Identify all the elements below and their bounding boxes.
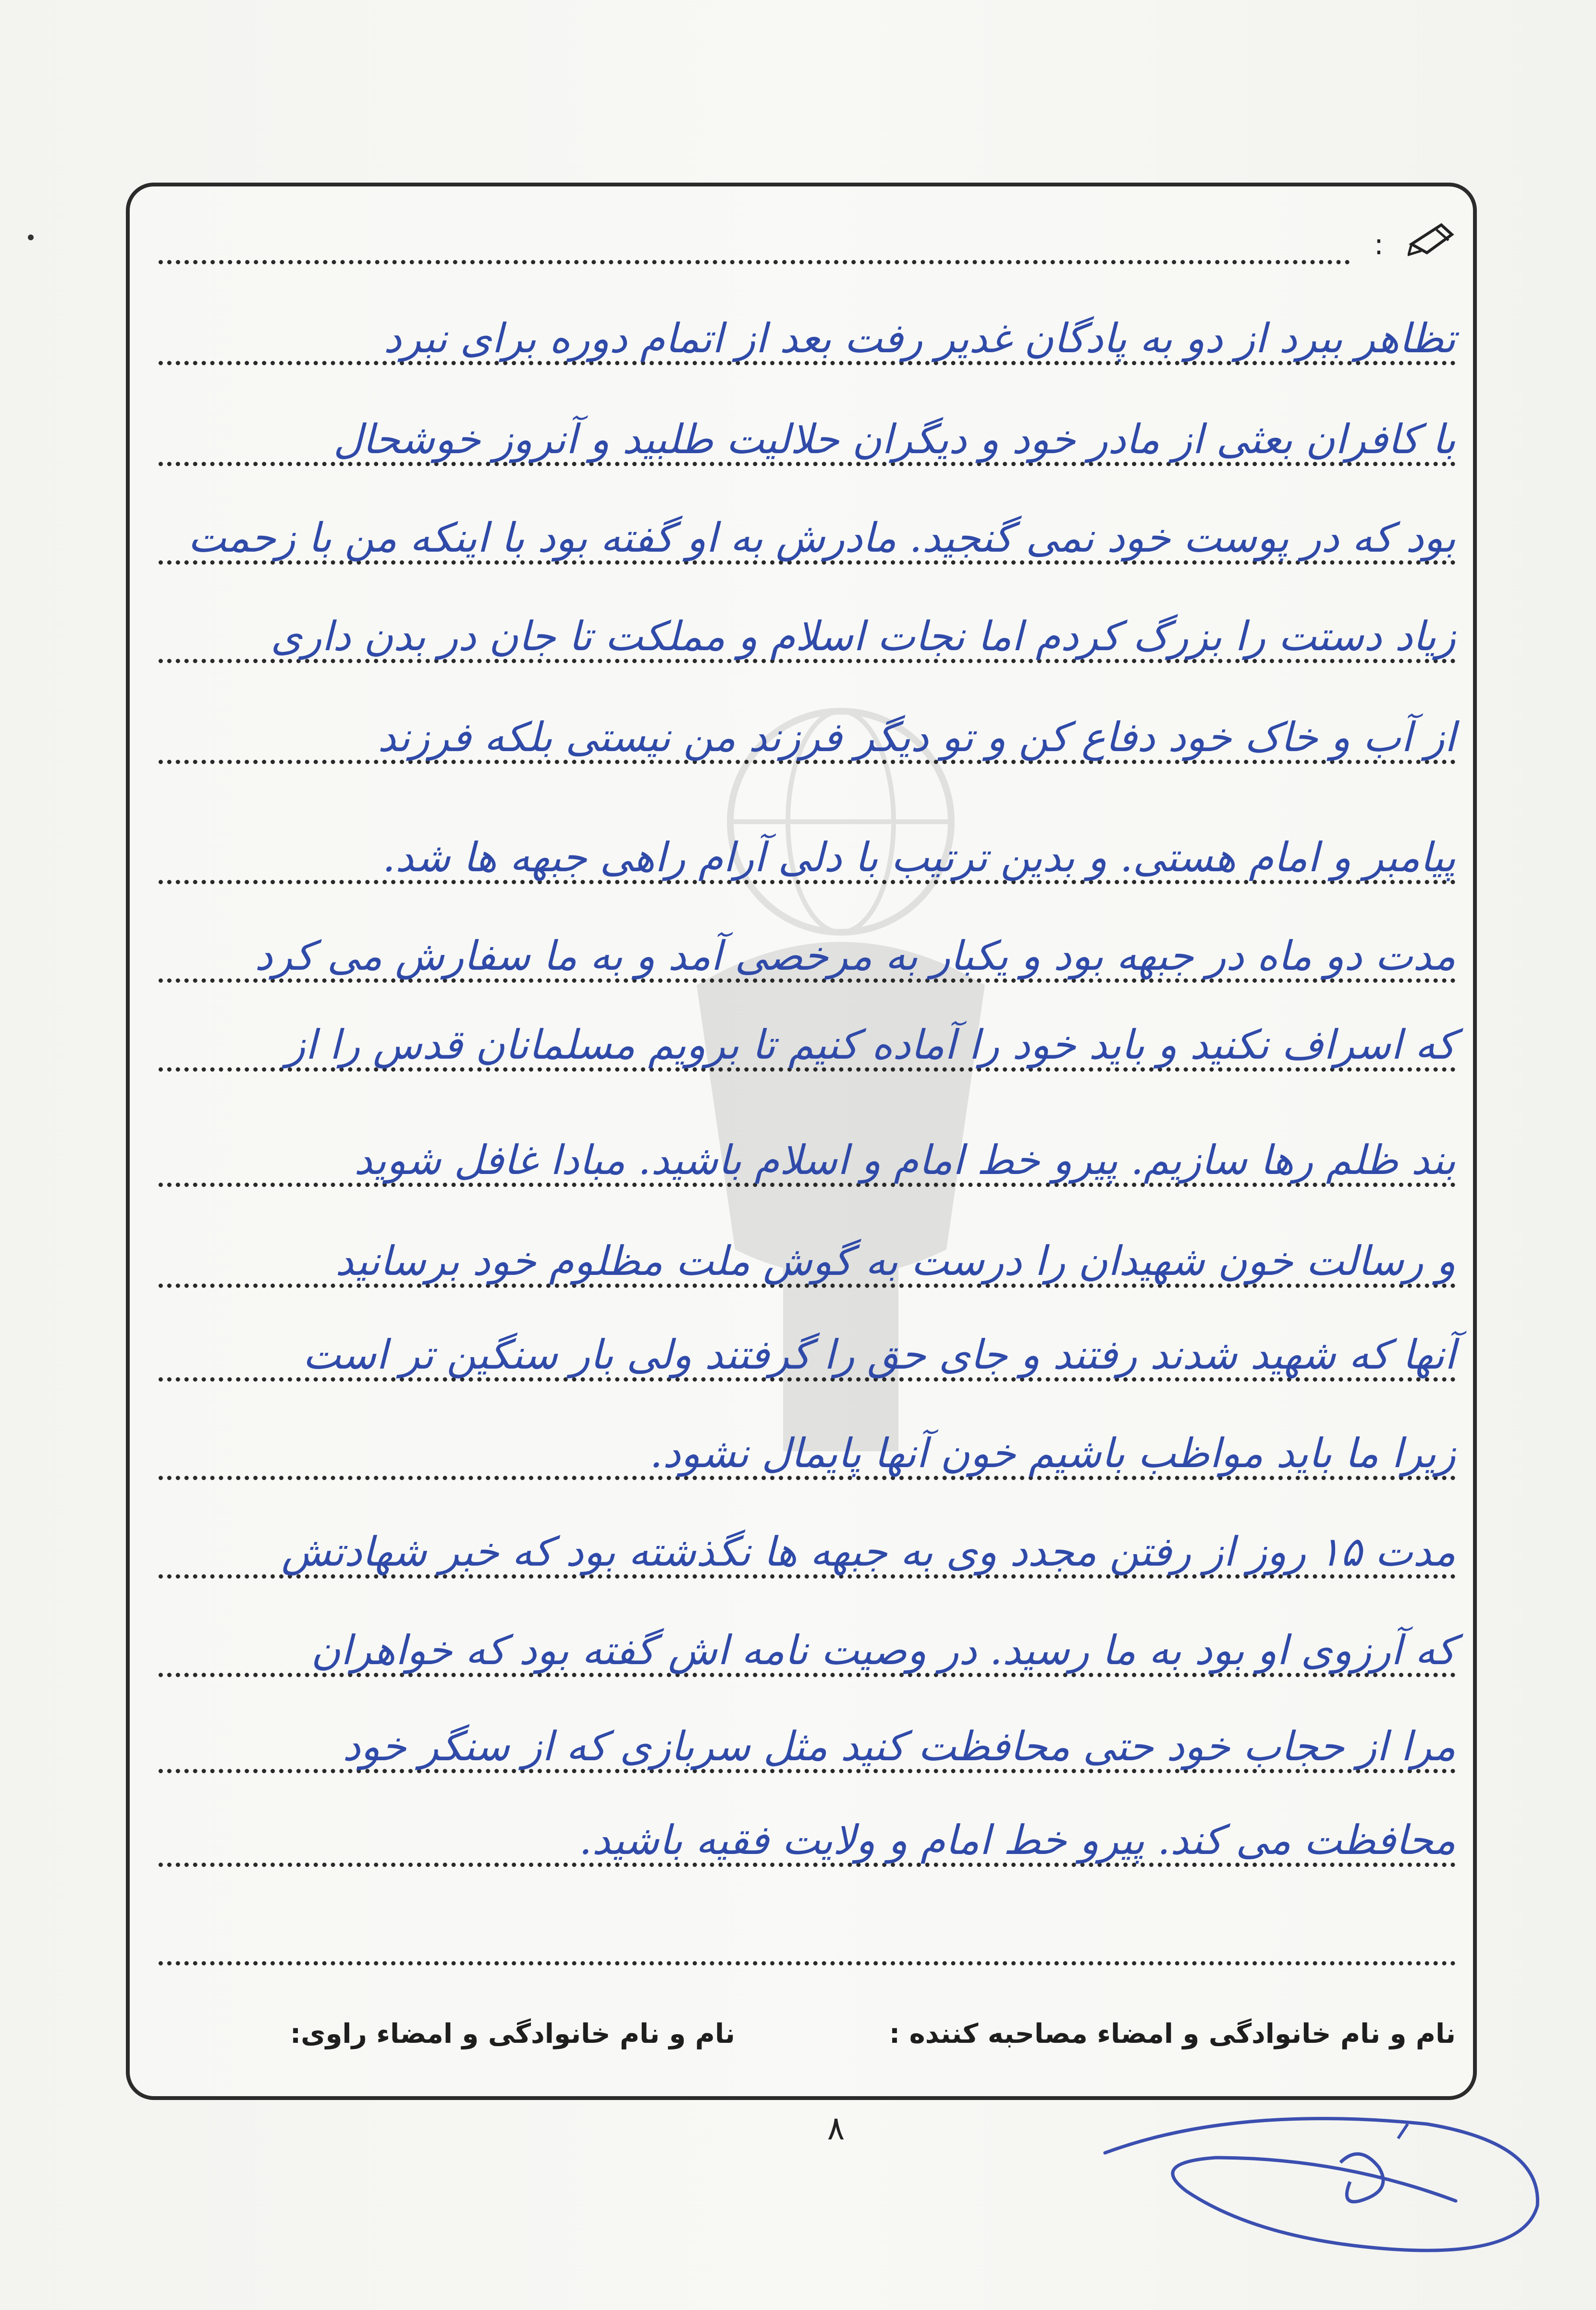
- handwritten-text: محافظت می کند. پیرو خط امام و ولایت فقیه باشید.: [579, 1816, 1456, 1864]
- text-line: [159, 1581, 1456, 1677]
- handwritten-text: بند ظلم رها سازیم. پیرو خط امام و اسلام باشید. مبادا غافل شوید: [354, 1136, 1456, 1184]
- handwritten-text: آنها که شهید شدند رفتند و جای حق را گرفتند ولی بار سنگین تر است: [303, 1331, 1456, 1378]
- header-line: [159, 168, 1456, 264]
- text-line: [159, 269, 1456, 365]
- handwritten-text: زیاد دستت را بزرگ کردم اما نجات اسلام و مملکت تا جان در بدن داری: [270, 613, 1456, 660]
- text-line: [159, 1869, 1456, 1965]
- text-line: [159, 469, 1456, 565]
- handwritten-text: مدت ۱۵ روز از رفتن مجدد وی به جبهه ها نگذشته بود که خبر شهادتش: [281, 1528, 1456, 1575]
- handwritten-text: پیامبر و امام هستی. و بدین ترتیب با دلی آرام راهی جبهه ها شد.: [382, 834, 1456, 881]
- handwritten-text: از آب و خاک خود دفاع کن و تو دیگر فرزند من نیستی بلکه فرزند: [378, 714, 1456, 761]
- page-number: ۸: [827, 2110, 845, 2148]
- text-line: [159, 976, 1456, 1072]
- text-line: [159, 887, 1456, 983]
- text-line: [159, 788, 1456, 884]
- header-colon: :: [1374, 228, 1384, 261]
- text-line: [159, 1384, 1456, 1480]
- handwritten-signature: [1091, 2095, 1552, 2268]
- text-line: [159, 1192, 1456, 1288]
- handwritten-text: که آرزوی او بود به ما رسید. در وصیت نامه اش گفته بود که خواهران: [311, 1627, 1456, 1674]
- handwritten-text: که اسراف نکنید و باید خود را آماده کنیم تا برویم مسلمانان قدس را از: [285, 1021, 1456, 1068]
- handwritten-text: مرا از حجاب خود حتی محافظت کنید مثل سربازی که از سنگر خود: [342, 1723, 1456, 1770]
- handwritten-text: مدت دو ماه در جبهه بود و یکبار به مرخصی آمد و به ما سفارش می کرد: [255, 932, 1456, 979]
- handwritten-text: با کافران بعثی از مادر خود و دیگران حلالیت طلبید و آنروز خوشحال: [333, 416, 1456, 463]
- handwritten-text: و رسالت خون شهیدان را درست به گوش ملت مظلوم خود برسانید: [335, 1237, 1456, 1285]
- handwritten-text: بود که در پوست خود نمی گنجید. مادرش به او گفته بود با اینکه من با زحمت: [188, 514, 1456, 561]
- handwritten-text: تظاهر ببرد از دو به پادگان غدیر رفت بعد از اتمام دوره برای نبرد: [383, 315, 1456, 362]
- dotted-rule: [159, 1961, 1456, 1965]
- text-line: [159, 1482, 1456, 1579]
- interviewer-signature-label: نام و نام خانوادگی و امضاء مصاحبه کننده :: [889, 2018, 1456, 2050]
- narrator-signature-label: نام و نام خانوادگی و امضاء راوی:: [290, 2018, 735, 2050]
- text-line: [159, 668, 1456, 764]
- ink-speck: [28, 235, 34, 240]
- text-line: [159, 1285, 1456, 1382]
- text-line: [159, 567, 1456, 663]
- signature-labels: [159, 2018, 1456, 2071]
- text-line: [159, 1677, 1456, 1773]
- text-line: [159, 1091, 1456, 1187]
- text-line: [159, 1771, 1456, 1867]
- handwritten-text: زیرا ما باید مواظب باشیم خون آنها پایمال نشود.: [650, 1430, 1456, 1477]
- dotted-rule: [159, 260, 1350, 264]
- text-line: [159, 370, 1456, 466]
